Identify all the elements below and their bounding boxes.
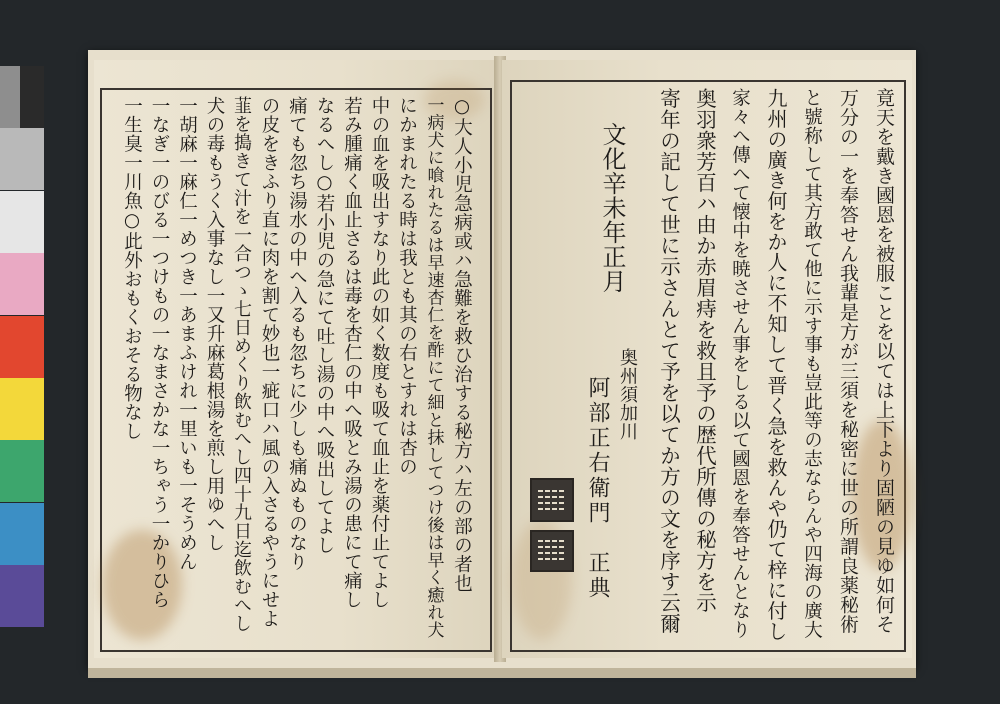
color-patch xyxy=(0,128,44,190)
water-stain xyxy=(102,530,182,640)
author-place: 奥州須加川 xyxy=(617,348,638,441)
text-column: 一胡麻一麻仁一めつき一あまふけれ一里いも一そうめん xyxy=(176,96,198,571)
author-name: 阿部正右衛門 正典 xyxy=(585,376,610,601)
text-column: 中の血を吸出すなり此の如く数度も吸て血止を薬付止てよし xyxy=(369,96,390,609)
text-column: 若み腫痛く血止さるは毒を杏仁の中へ吸とみ湯の患にて痛し xyxy=(341,96,363,609)
text-column: なるへし○若小児の急にて吐し湯の中へ吸出してよし xyxy=(314,96,335,555)
text-column: 家々へ傳へて懐中を暁させん事をしる以て國恩を奉答せんとなり xyxy=(729,88,751,639)
color-patch xyxy=(0,316,44,378)
text-column: 九州の廣き何をか人に不知して晋く急を救んや仍て梓に付し xyxy=(764,88,788,642)
color-calibration-chart xyxy=(0,66,44,628)
right-page xyxy=(502,60,912,658)
color-patch xyxy=(0,253,44,315)
color-patch xyxy=(0,191,44,253)
color-patch xyxy=(0,440,44,502)
color-patch xyxy=(0,503,44,565)
page-edge xyxy=(88,668,916,678)
text-column: 竟天を戴き國恩を被服ことを以ては上下より固陋の見ゆ如何そ xyxy=(873,88,895,634)
left-page xyxy=(94,60,498,658)
text-column: 犬の毒もうく入事なし一又升麻葛根湯を煎し用ゆへし xyxy=(204,96,225,552)
color-patch xyxy=(0,565,44,627)
text-column: と號称して其方敢て他に示す事も豈此等の志ならんや四海の廣大 xyxy=(801,88,823,639)
text-column: の皮をきふり直に肉を割て妙也一疵口ハ風の入さるやうにせよ xyxy=(259,96,280,628)
date-line: 文化辛未年正月 xyxy=(598,122,626,294)
text-column: 寄年の記して世に示さんとて予を以てか方の文を序す云爾 xyxy=(656,88,681,634)
text-column: 韮を搗きて汁を一合つゝ七日めくり飲むへし四十九日迄飲むへし xyxy=(231,96,252,633)
text-column: 一なぎ一のびる一つけもの一なまさかな一ちゃう一かりひら xyxy=(149,96,170,609)
text-column: にかまれたる時は我とも其の右とすれは杏の xyxy=(396,96,418,476)
text-column: ○大人小児急病或ハ急難を救ひ治する秘方ハ左の部の者也 xyxy=(451,96,473,593)
text-column: 一病犬に喰れたるは早速杏仁を酢にて細と抹してつけ後は早く癒れ犬 xyxy=(423,96,444,639)
text-column: 万分の一を奉答せん我輩是方が三須を秘密に世の所謂良薬秘術 xyxy=(837,88,859,634)
text-column: 痛ても忽ち湯水の中へ入るも忽ちに少しも痛ぬものなり xyxy=(286,96,308,571)
text-column: 奥羽衆芳百ハ由か赤眉痔を救且予の歴代所傳の秘方を示 xyxy=(692,88,717,613)
color-patch xyxy=(0,378,44,440)
seal-upper xyxy=(530,478,574,522)
seal-lower xyxy=(530,530,574,572)
text-column: 一生臭一川魚○此外おもくおそる物なし xyxy=(121,96,143,441)
open-book xyxy=(88,50,916,668)
